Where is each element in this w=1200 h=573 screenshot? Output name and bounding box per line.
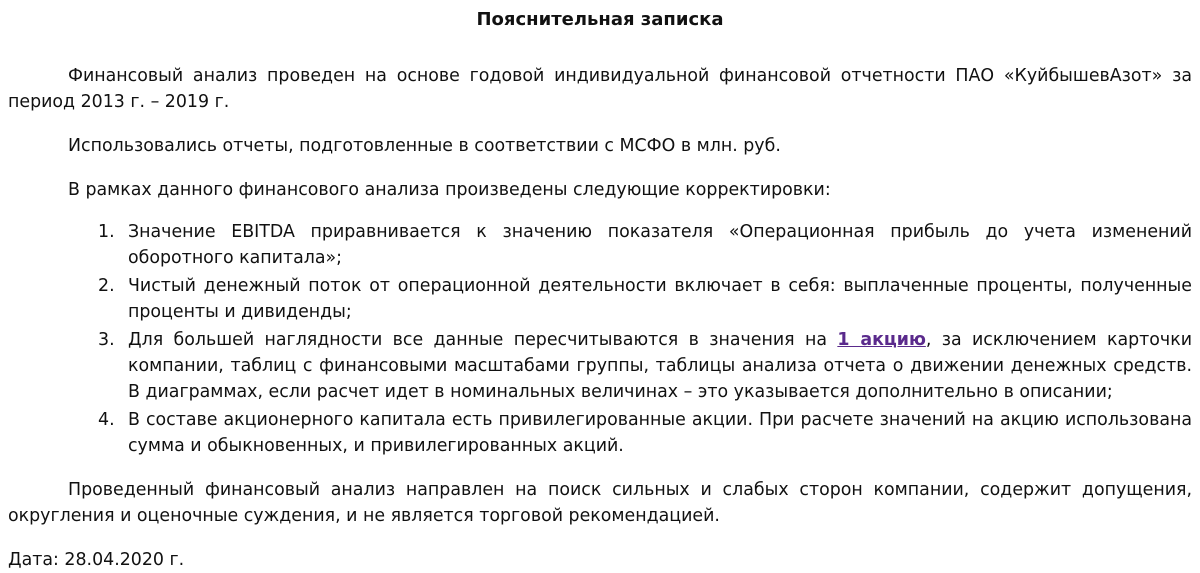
list-item-text-before-link: Для большей наглядности все данные пересчитываются в значения на bbox=[128, 330, 838, 350]
list-item-number: 2. bbox=[98, 276, 115, 296]
per-share-link[interactable]: 1 акцию bbox=[837, 330, 926, 350]
list-item bbox=[8, 407, 1192, 459]
list-item-text-after-link: , за исключением карточки компании, таблиц с финансовыми масштабами группы, таблицы анализа отчета о движении денежных средств. В диаграммах, если расчет идет в номинальных величинах – это указывается дополнительно в описании; bbox=[128, 330, 1193, 402]
list-item bbox=[8, 273, 1192, 325]
document-title: Пояснительная записка bbox=[476, 9, 724, 30]
adjustments-list bbox=[8, 219, 1192, 459]
document-date: Дата: 28.04.2020 г. bbox=[8, 550, 185, 570]
list-item bbox=[8, 327, 1192, 405]
reports-paragraph: Использовались отчеты, подготовленные в соответствии с МСФО в млн. руб. bbox=[68, 136, 781, 156]
list-item-text: В составе акционерного капитала есть привилегированные акции. При расчете значений на акцию использована сумма и обыкновенных, и привилегированных акций. bbox=[128, 410, 1192, 456]
list-item-number: 4. bbox=[98, 410, 115, 430]
list-item-number: 3. bbox=[98, 330, 115, 350]
list-item-text: Чистый денежный поток от операционной деятельности включает в себя: выплаченные проценты, полученные проценты и дивиденды; bbox=[128, 276, 1192, 322]
adjustments-intro-paragraph: В рамках данного финансового анализа произведены следующие корректировки: bbox=[68, 180, 831, 200]
list-item-number: 1. bbox=[98, 222, 115, 242]
list-item bbox=[8, 219, 1192, 271]
list-item-text: Значение EBITDA приравнивается к значению показателя «Операционная прибыль до учета изменений оборотного капитала»; bbox=[128, 222, 1192, 268]
disclaimer-paragraph: Проведенный финансовый анализ направлен на поиск сильных и слабых сторон компании, содержит допущения, округления и оценочные суждения, и не является торговой рекомендацией. bbox=[8, 480, 1192, 526]
intro-paragraph: Финансовый анализ проведен на основе годовой индивидуальной финансовой отчетности ПАО «КуйбышевАзот» за период 2013 г. – 2019 г. bbox=[8, 66, 1192, 112]
